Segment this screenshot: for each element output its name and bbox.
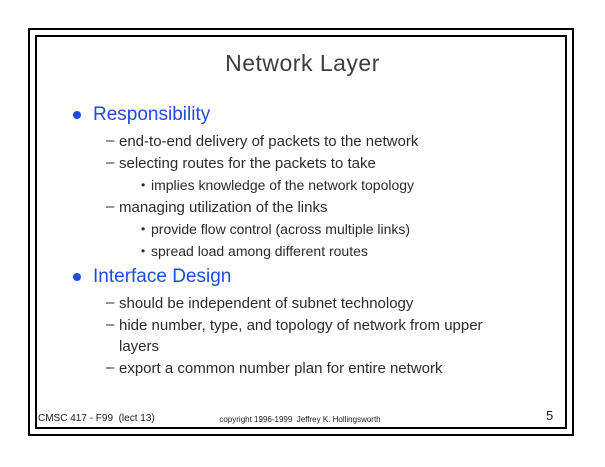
bullet-l2-item (106, 131, 567, 152)
footer-page-number: 5 (546, 408, 554, 423)
bullet-text: hide number, type, and topology of network from upper layers (119, 317, 483, 355)
bullet-text: Interface Design (93, 266, 232, 287)
dash-bullet-icon: – (106, 198, 115, 215)
slide-title: Network Layer (225, 50, 380, 76)
dash-bullet-icon: – (106, 359, 115, 376)
dot-bullet-icon: • (141, 178, 146, 192)
bullet-text: implies knowledge of the network topology (151, 177, 415, 193)
bullet-l1-item (73, 266, 567, 288)
bullet-text: end-to-end delivery of packets to the network (119, 133, 419, 150)
bullet-text: provide flow control (across multiple links) (151, 221, 411, 237)
bullet-text: managing utilization of the links (119, 199, 328, 216)
bullet-l3-item (141, 241, 567, 262)
bullet-l2-item (106, 153, 567, 174)
bullet-text: export a common number plan for entire network (119, 360, 443, 377)
dash-bullet-icon: – (106, 132, 115, 149)
dot-bullet-icon: • (141, 222, 146, 236)
bullet-l3-item (141, 219, 567, 240)
bullet-l2-item (106, 293, 567, 314)
dash-bullet-icon: – (106, 294, 115, 311)
bullet-l1-item (73, 104, 567, 126)
bullet-text: spread load among different routes (151, 243, 368, 259)
bullet-l2-item (106, 315, 567, 357)
slide-body (37, 104, 567, 380)
bullet-l3-item (141, 175, 567, 196)
dash-bullet-icon: – (106, 154, 115, 171)
disc-bullet-icon (73, 273, 81, 281)
bullet-text: should be independent of subnet technology (119, 295, 414, 312)
dash-bullet-icon: – (106, 316, 115, 333)
dot-bullet-icon: • (141, 244, 146, 258)
footer-course-label: CMSC 417 - F99 (lect 13) (38, 413, 155, 424)
bullet-text: Responsibility (93, 104, 211, 125)
bullet-l2-item (106, 358, 567, 379)
disc-bullet-icon (73, 111, 81, 119)
footer-copyright-label: copyright 1996-1999 Jeffrey K. Hollingsworth (219, 415, 381, 424)
bullet-text: selecting routes for the packets to take (119, 155, 376, 172)
bullet-l2-item (106, 197, 567, 218)
